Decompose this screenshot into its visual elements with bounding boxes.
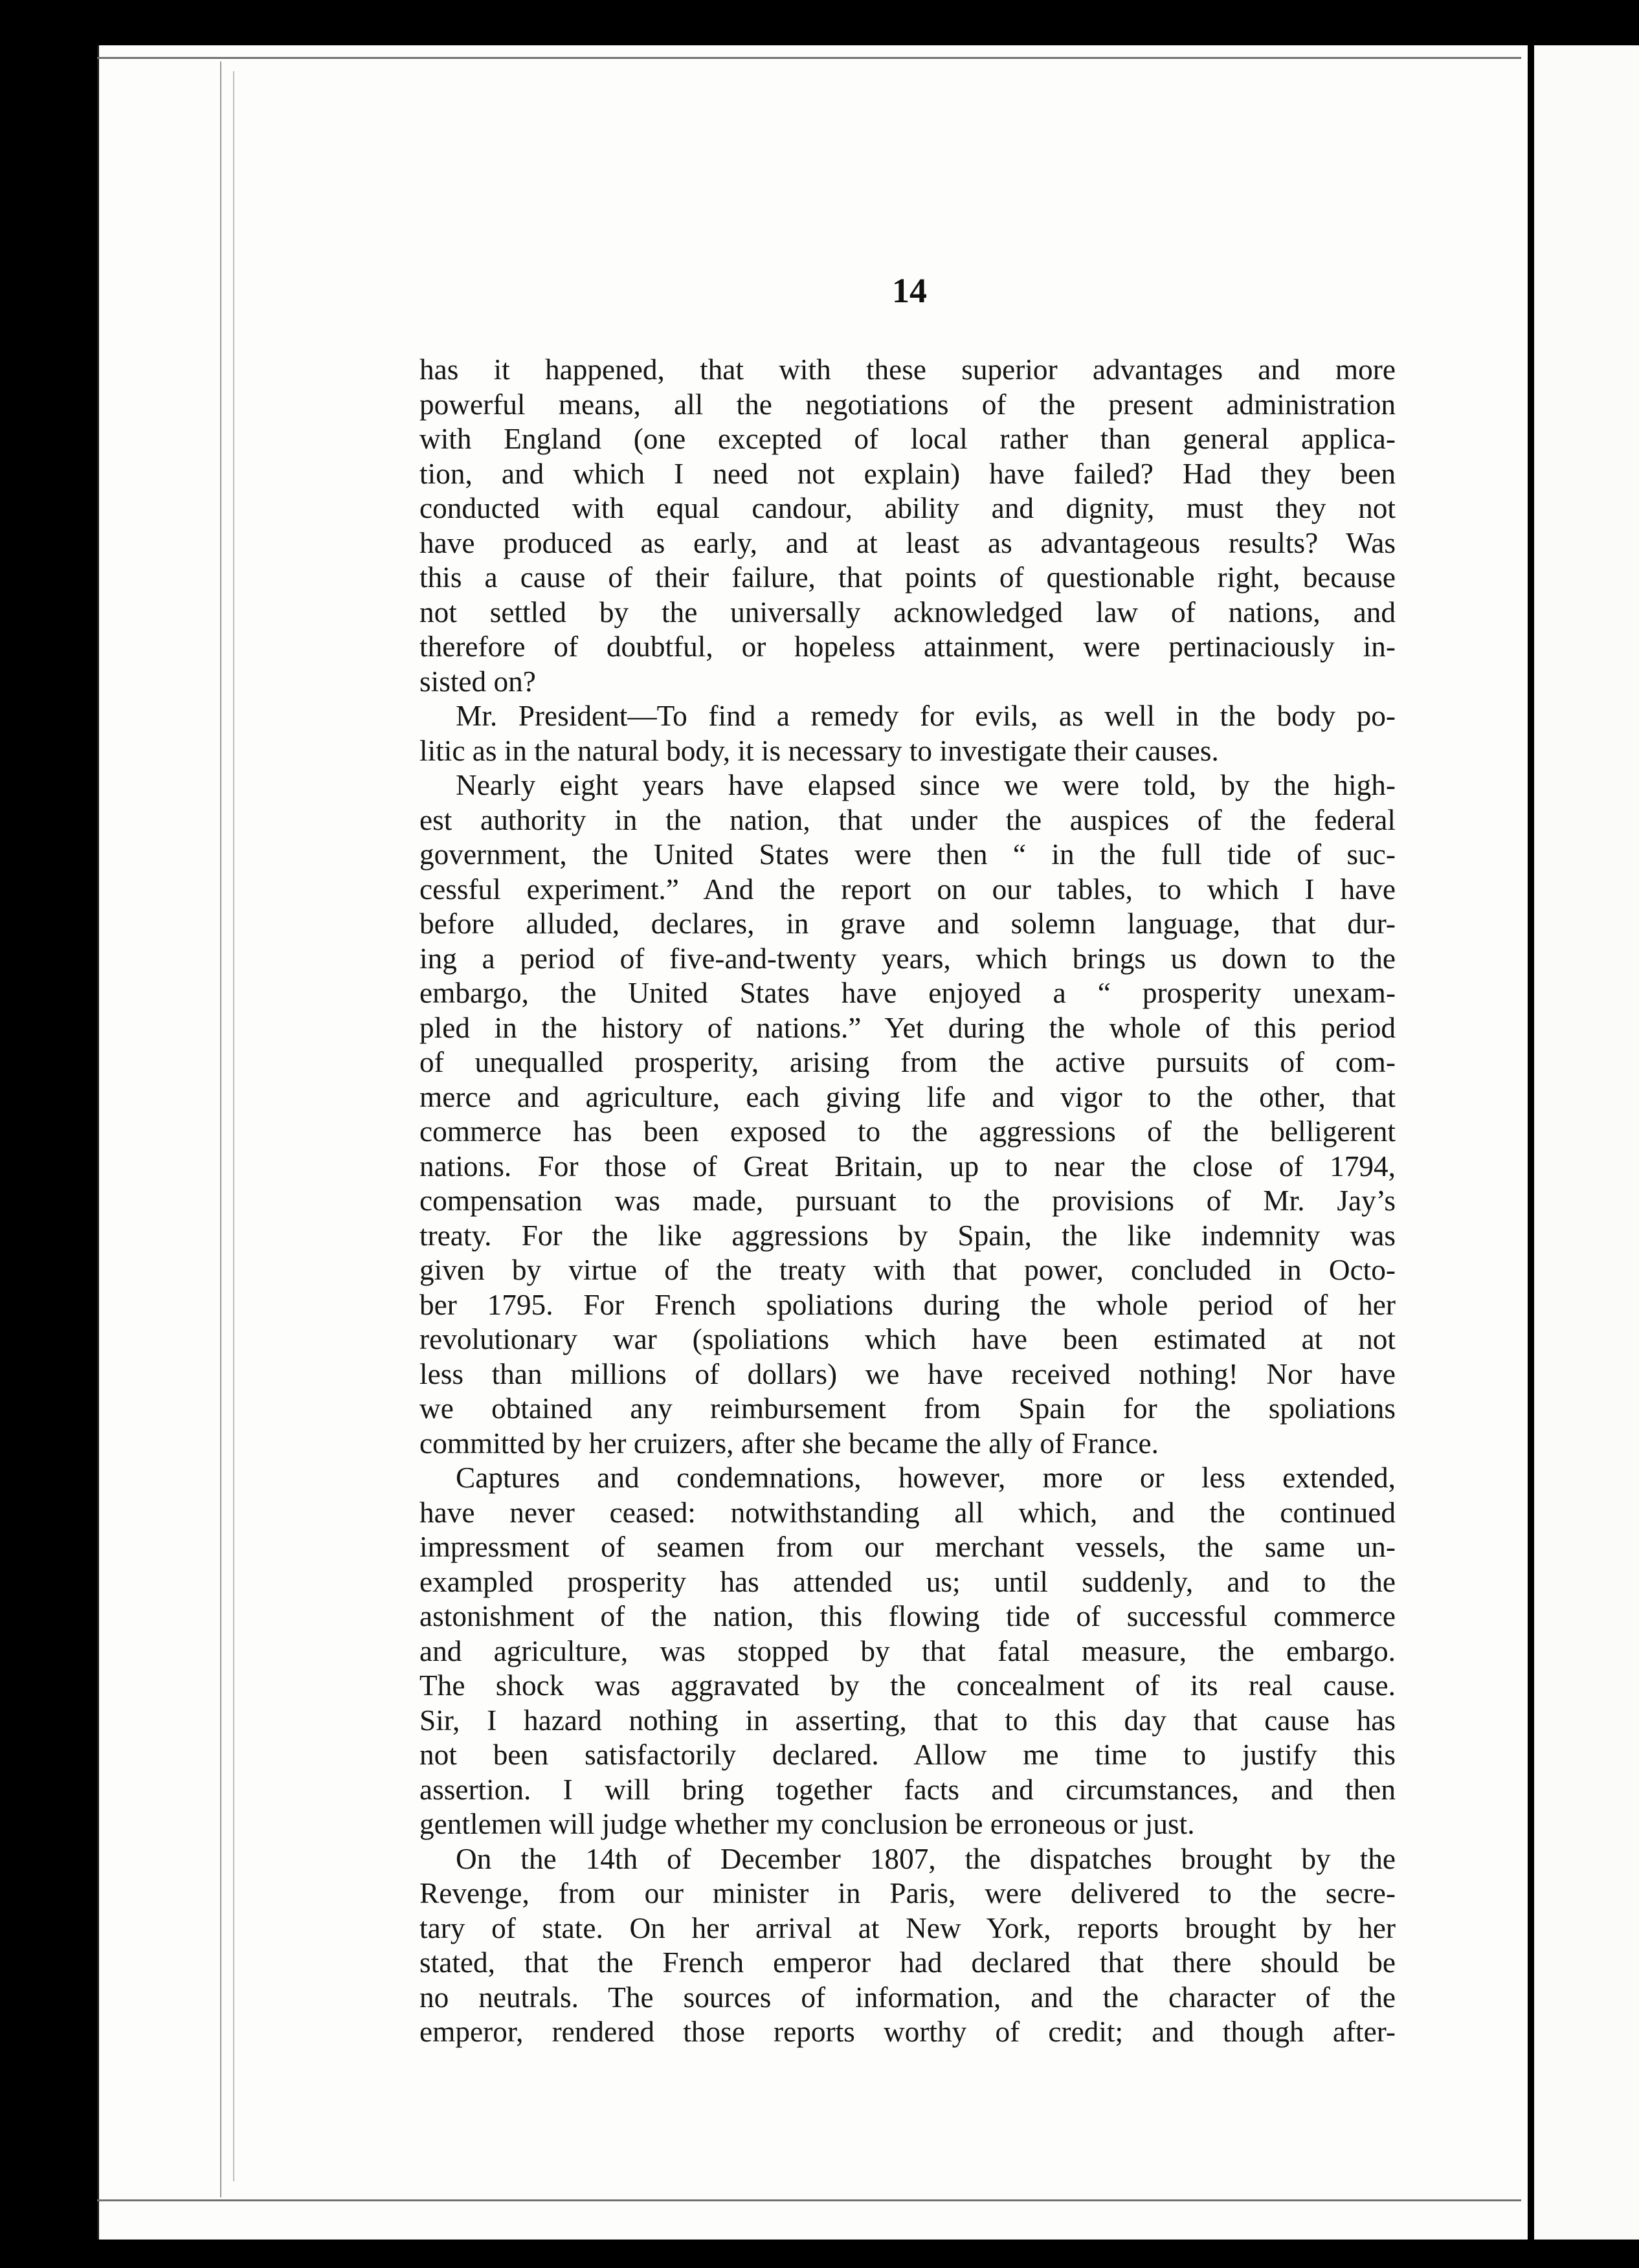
text-line: nations. For those of Great Britain, up to near the close of 1794, (419, 1150, 1396, 1183)
text-line: therefore of doubtful, or hopeless attainment, were pertinaciously in- (419, 630, 1396, 663)
text-line: given by virtue of the treaty with that power, concluded in Octo- (419, 1254, 1396, 1286)
text-line: has it happened, that with these superior advantages and more (419, 353, 1396, 386)
text-line: not been satisfactorily declared. Allow me time to justify this (419, 1739, 1396, 1771)
text-line: and agriculture, was stopped by that fatal measure, the embargo. (419, 1634, 1396, 1667)
text-line: gentlemen will judge whether my conclusion be erroneous or just. (419, 1808, 1195, 1840)
text-line: Revenge, from our minister in Paris, were delivered to the secre- (419, 1877, 1396, 1909)
text-line: Mr. President—To find a remedy for evils, as well in the body po- (456, 700, 1396, 732)
text-line: government, the United States were then “ in the full tide of suc- (419, 838, 1396, 871)
text-line: before alluded, declares, in grave and solemn language, that dur- (419, 907, 1396, 940)
text-line: less than millions of dollars) we have received nothing! Nor have (419, 1357, 1396, 1390)
text-line: Nearly eight years have elapsed since we were told, by the high- (456, 769, 1396, 801)
text-line: no neutrals. The sources of information, and the character of the (419, 1981, 1396, 2014)
page-text (419, 353, 1396, 2050)
text-line: this a cause of their failure, that points of questionable right, because (419, 561, 1396, 594)
text-line: On the 14th of December 1807, the dispatches brought by the (456, 1842, 1396, 1875)
text-line: assertion. I will bring together facts and circumstances, and then (419, 1773, 1396, 1806)
text-line: of unequalled prosperity, arising from the active pursuits of com- (419, 1046, 1396, 1078)
text-line: pled in the history of nations.” Yet during the whole of this period (419, 1011, 1396, 1044)
facing-page-edge (1534, 45, 1639, 2240)
text-line: conducted with equal candour, ability and dignity, must they not (419, 492, 1396, 524)
text-line: commerce has been exposed to the aggressions of the belligerent (419, 1115, 1396, 1148)
page-edge-inner-1 (220, 61, 221, 2197)
page-edge-inner-2 (233, 71, 234, 2181)
text-line: ber 1795. For French spoliations during the whole period of her (419, 1288, 1396, 1321)
text-line: exampled prosperity has attended us; until suddenly, and to the (419, 1565, 1396, 1598)
text-line: Sir, I hazard nothing in asserting, that to this day that cause has (419, 1704, 1396, 1737)
page-number: 14 (892, 271, 927, 310)
text-line: tion, and which I need not explain) have failed? Had they been (419, 457, 1396, 490)
text-line: emperor, rendered those reports worthy of credit; and though after- (419, 2016, 1396, 2048)
text-line: stated, that the French emperor had declared that there should be (419, 1946, 1396, 1979)
text-line: impressment of seamen from our merchant vessels, the same un- (419, 1531, 1396, 1563)
text-line: est authority in the nation, that under the auspices of the federal (419, 803, 1396, 836)
text-line: The shock was aggravated by the concealment of its real cause. (419, 1669, 1396, 1702)
text-line: treaty. For the like aggressions by Spain, the like indemnity was (419, 1219, 1396, 1252)
text-line: litic as in the natural body, it is necessary to investigate their causes. (419, 734, 1219, 767)
page-edge-left (97, 45, 99, 2240)
text-line: embargo, the United States have enjoyed a “ prosperity unexam- (419, 977, 1396, 1009)
text-line: we obtained any reimbursement from Spain for the spoliations (419, 1392, 1396, 1425)
text-line: powerful means, all the negotiations of the present administration (419, 388, 1396, 421)
text-line: not settled by the universally acknowledged law of nations, and (419, 595, 1396, 628)
text-line: revolutionary war (spoliations which have been estimated at not (419, 1323, 1396, 1355)
text-line: merce and agriculture, each giving life and vigor to the other, that (419, 1080, 1396, 1113)
text-line: with England (one excepted of local rather than general applica- (419, 423, 1396, 455)
page-edge-top (97, 57, 1521, 59)
page-edge-bottom (97, 2199, 1521, 2201)
text-line: astonishment of the nation, this flowing tide of successful commerce (419, 1600, 1396, 1632)
text-line: Captures and condemnations, however, more or less extended, (456, 1462, 1396, 1494)
text-line: tary of state. On her arrival at New York, reports brought by her (419, 1911, 1396, 1944)
text-line: compensation was made, pursuant to the provisions of Mr. Jay’s (419, 1184, 1396, 1217)
text-line: sisted on? (419, 665, 536, 698)
text-line: have produced as early, and at least as advantageous results? Was (419, 526, 1396, 559)
text-line: committed by her cruizers, after she became the ally of France. (419, 1427, 1159, 1460)
text-line: ing a period of five-and-twenty years, which brings us down to the (419, 942, 1396, 975)
text-line: cessful experiment.” And the report on our tables, to which I have (419, 873, 1396, 906)
text-line: have never ceased: notwithstanding all which, and the continued (419, 1496, 1396, 1529)
